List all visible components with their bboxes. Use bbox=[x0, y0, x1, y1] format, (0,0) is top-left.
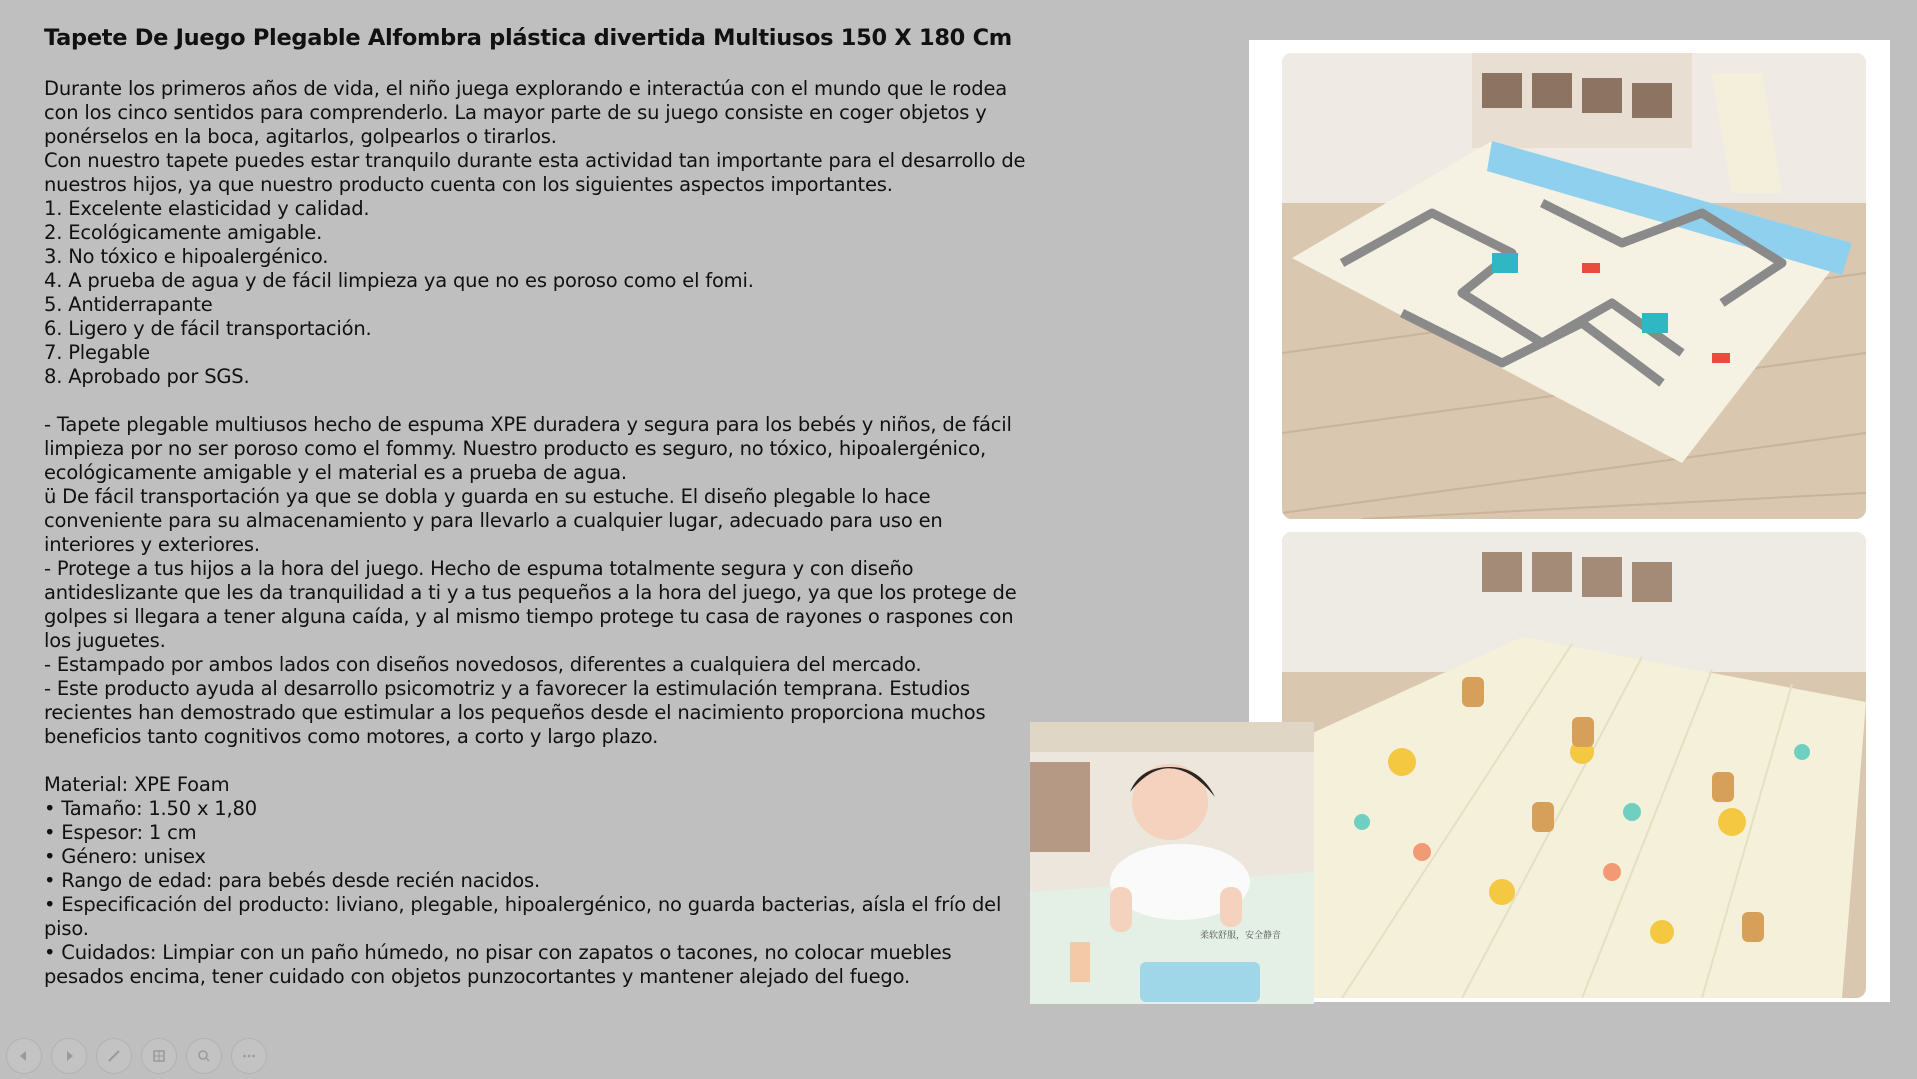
more-options-button[interactable] bbox=[231, 1038, 267, 1074]
body-paragraph: ü De fácil transportación ya que se dobla y guarda en su estuche. El diseño plegable lo hace conveniente para su almacenamiento y para llevarlo a cualquier lugar, adecuado para uso en interiores y exteriores. bbox=[44, 485, 943, 556]
body-paragraph: - Protege a tus hijos a la hora del juego. Hecho de espuma totalmente segura y con diseño antideslizante que les da tranquilidad a ti y a tus pequeños a la hora del juego, ya que los protege de golpes si llegara a tener alguna caída, y al mismo tiempo protege tu casa de rayones o raspones con los juguetes. bbox=[44, 557, 1017, 652]
feature-item: 7. Plegable bbox=[44, 341, 150, 364]
body-paragraph: - Este producto ayuda al desarrollo psicomotriz y a favorecer la estimulación temprana. Estudios recientes han demostrado que estimular a los pequeños desde el nacimiento proporciona muchos beneficios tanto cognitivos como motores, a corto y largo plazo. bbox=[44, 677, 986, 748]
spec-item: • Especificación del producto: liviano, plegable, hipoalergénico, no guarda bacterias, aísla el frío del piso. bbox=[44, 893, 1002, 940]
slide-grid-button[interactable] bbox=[141, 1038, 177, 1074]
spec-item: • Espesor: 1 cm bbox=[44, 821, 197, 844]
mat-bears-image bbox=[1282, 532, 1866, 998]
spec-item: • Cuidados: Limpiar con un paño húmedo, no pisar con zapatos o tacones, no colocar muebles pesados encima, tener cuidado con objetos punzocortantes y mantener alejado del fuego. bbox=[44, 941, 952, 988]
blank-line bbox=[44, 389, 1029, 413]
feature-item: 6. Ligero y de fácil transportación. bbox=[44, 317, 372, 340]
blank-line bbox=[44, 749, 1029, 773]
baby-image-caption: 柔软舒服，安全静音 bbox=[1200, 931, 1282, 941]
body-paragraph: - Tapete plegable multiusos hecho de espuma XPE duradera y segura para los bebés y niños, de fácil limpieza por no ser poroso como el fommy. Nuestro producto es seguro, no tóxico, hipoalergénico, ecológicamente amigable y el material es a prueba de agua. bbox=[44, 413, 1012, 484]
spec-item: • Tamaño: 1.50 x 1,80 bbox=[44, 797, 257, 820]
feature-item: 4. A prueba de agua y de fácil limpieza ya que no es poroso como el fomi. bbox=[44, 269, 754, 292]
magnifier-icon bbox=[195, 1047, 213, 1065]
previous-slide-button[interactable] bbox=[6, 1038, 42, 1074]
grid-icon bbox=[150, 1047, 168, 1065]
next-slide-button[interactable] bbox=[51, 1038, 87, 1074]
feature-item: 3. No tóxico e hipoalergénico. bbox=[44, 245, 329, 268]
spec-item: Material: XPE Foam bbox=[44, 773, 230, 796]
feature-item: 8. Aprobado por SGS. bbox=[44, 365, 250, 388]
feature-item: 2. Ecológicamente amigable. bbox=[44, 221, 323, 244]
slide-body-text bbox=[44, 77, 1029, 989]
feature-item: 1. Excelente elasticidad y calidad. bbox=[44, 197, 370, 220]
body-paragraph: Con nuestro tapete puedes estar tranquilo durante esta actividad tan importante para el desarrollo de nuestros hijos, ya que nuestro producto cuenta con los siguientes aspectos importantes. bbox=[44, 149, 1026, 196]
mat-city-roads-image bbox=[1282, 53, 1866, 519]
slide-title: Tapete De Juego Plegable Alfombra plástica divertida Multiusos 150 X 180 Cm bbox=[44, 25, 1012, 51]
feature-item: 5. Antiderrapante bbox=[44, 293, 213, 316]
body-paragraph: Durante los primeros años de vida, el niño juega explorando e interactúa con el mundo que le rodea con los cinco sentidos para comprenderlo. La mayor parte de su juego consiste en coger objetos y ponérselos en la boca, agitarlos, golpearlos o tirarlos. bbox=[44, 77, 1007, 148]
body-paragraph: - Estampado por ambos lados con diseños novedosos, diferentes a cualquiera del mercado. bbox=[44, 653, 922, 676]
baby-crawling-image bbox=[1030, 722, 1314, 1004]
spec-item: • Género: unisex bbox=[44, 845, 206, 868]
pen-icon bbox=[105, 1047, 123, 1065]
arrow-right-icon bbox=[60, 1047, 78, 1065]
ellipsis-icon bbox=[240, 1047, 258, 1065]
arrow-left-icon bbox=[15, 1047, 33, 1065]
presentation-toolbar bbox=[6, 1038, 267, 1076]
spec-item: • Rango de edad: para bebés desde recién nacidos. bbox=[44, 869, 540, 892]
product-images-frame bbox=[1249, 40, 1890, 1002]
zoom-button[interactable] bbox=[186, 1038, 222, 1074]
pen-tool-button[interactable] bbox=[96, 1038, 132, 1074]
